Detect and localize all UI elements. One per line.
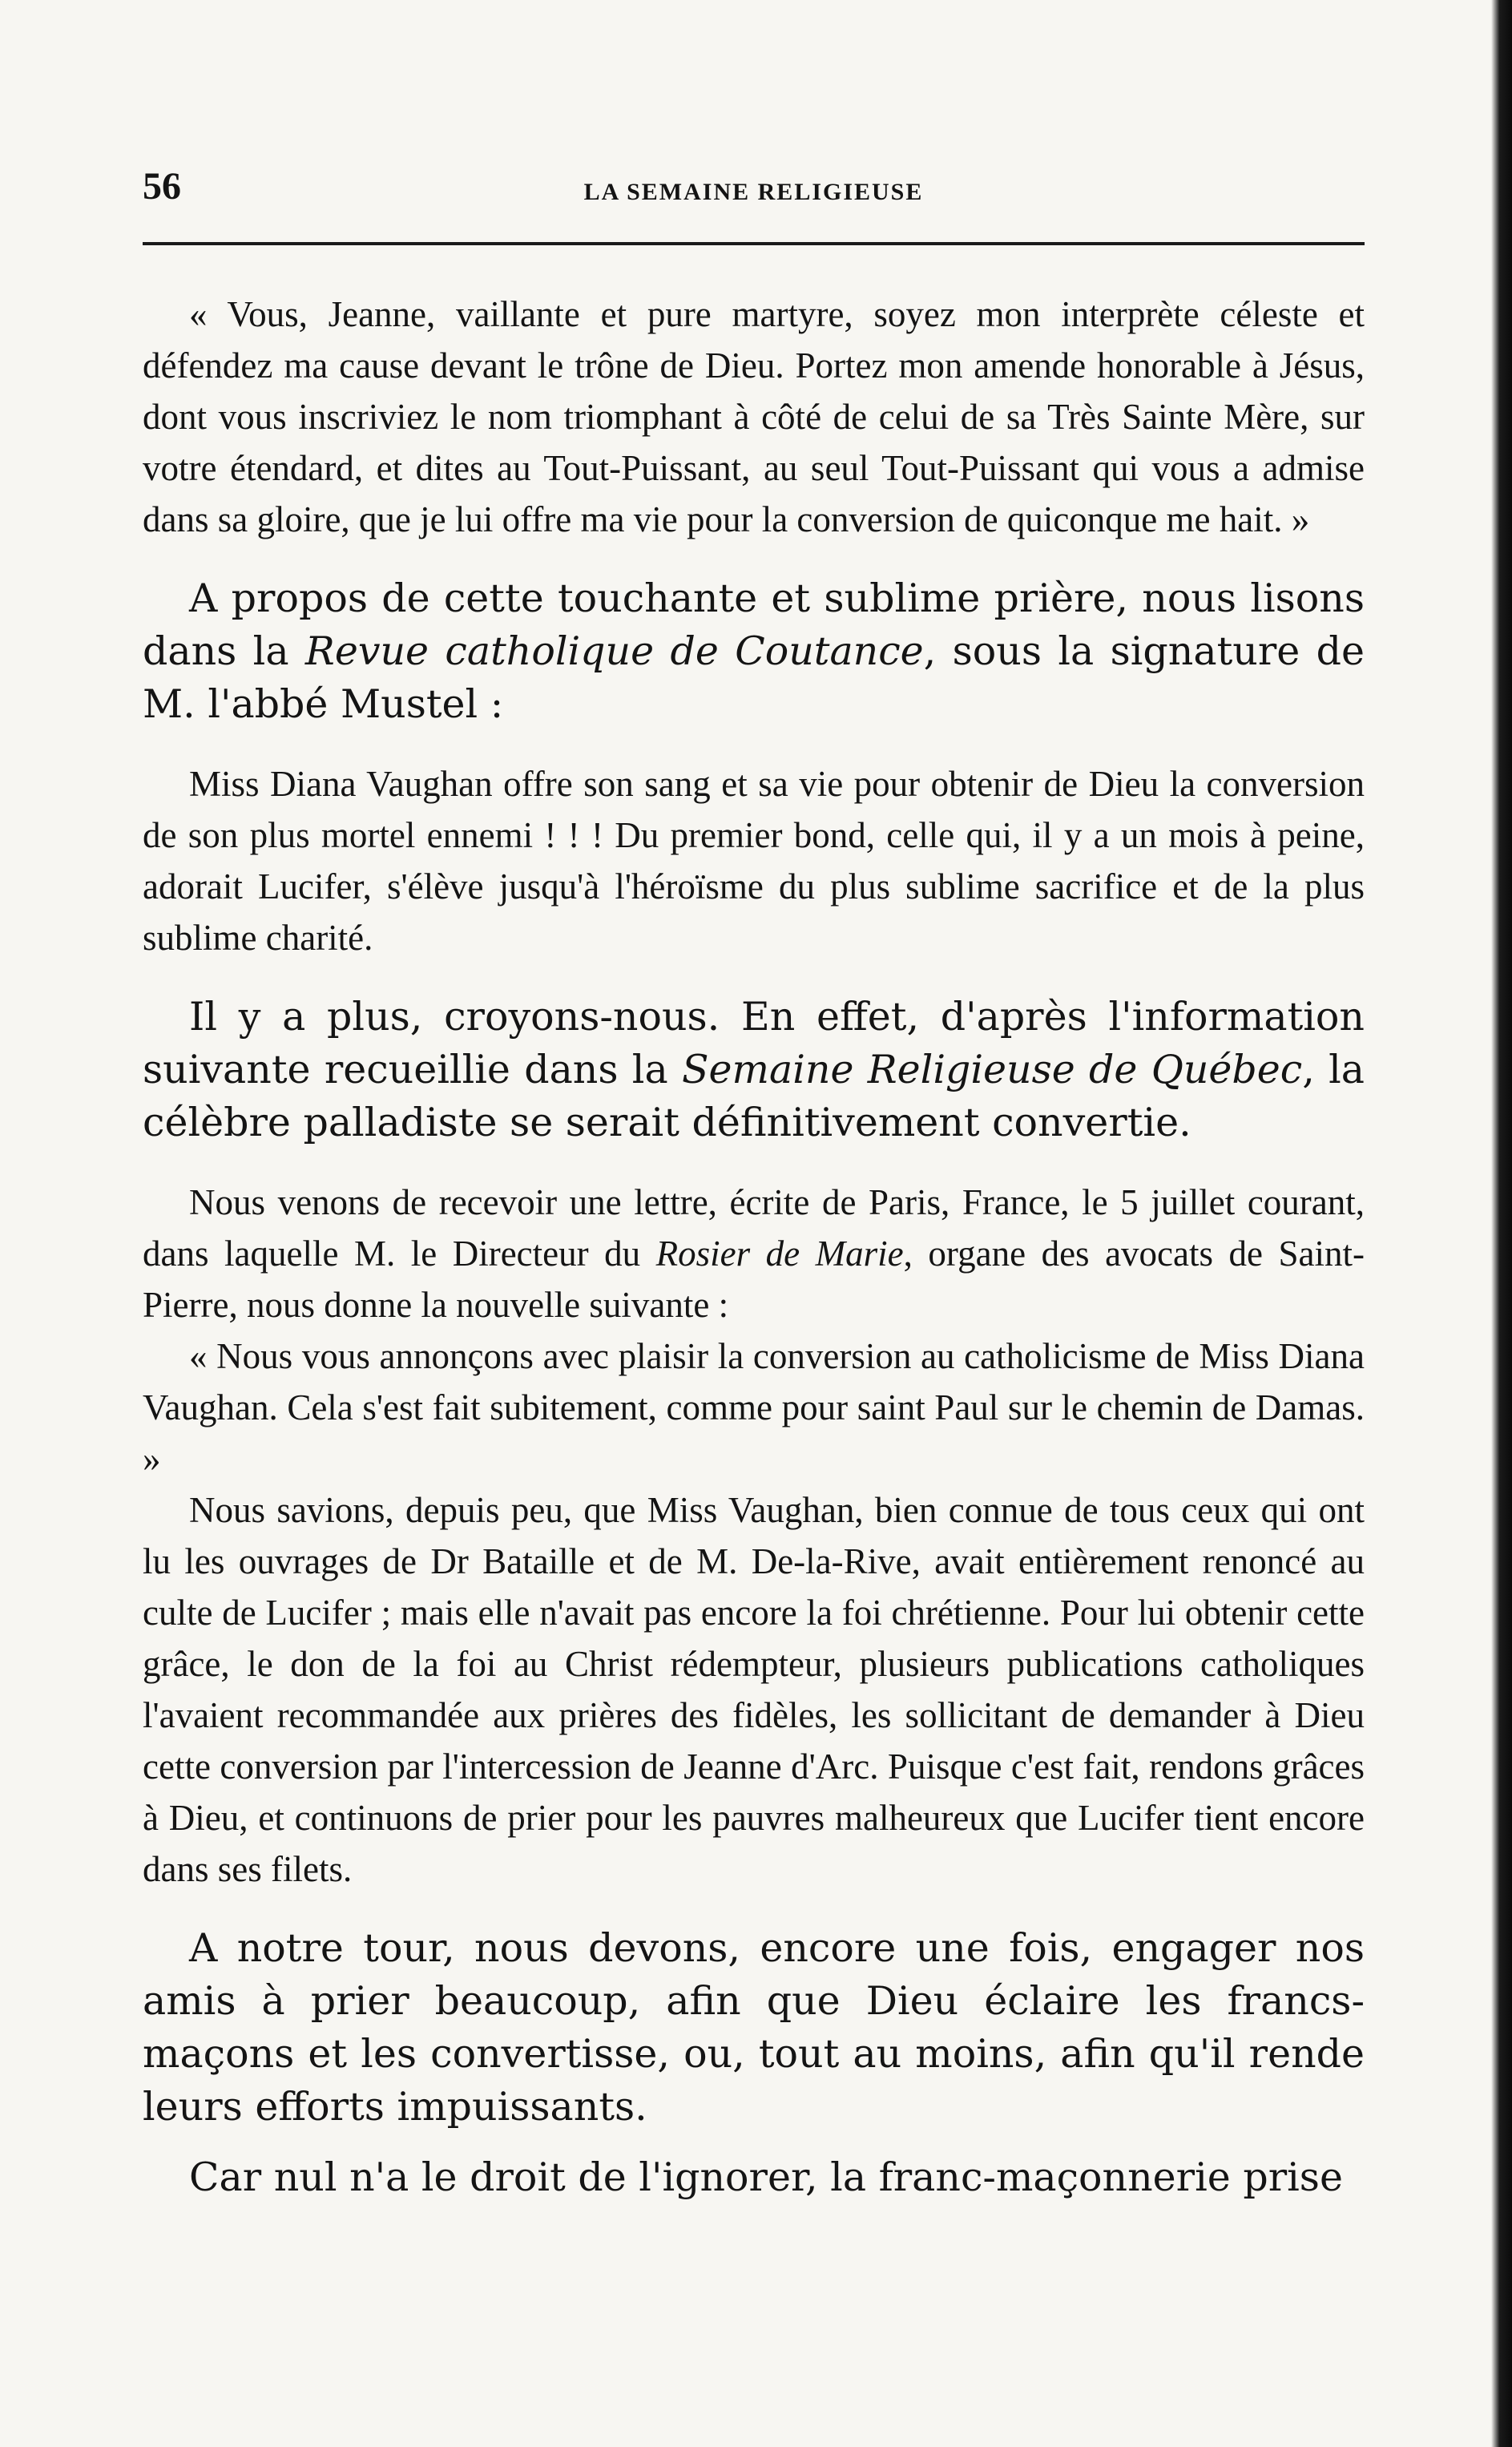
- prayer-quote-paragraph: « Vous, Jeanne, vaillante et pure martyre, soyez mon interprète céleste et défendez ma cause devant le trône de Dieu. Portez mon amende honorable à Jésus, dont vous inscriviez le nom triomphant à côté de celui de sa Très Sainte Mère, sur votre étendard, et dites au Tout-Puissant, au seul Tout-Puissant qui vous a admise dans sa gloire, que je lui offre ma vie pour la conversion de quiconque me hait. »: [143, 294, 1365, 539]
- text-run: , sous la signature de M. l'abbé Mustel :: [143, 628, 1365, 727]
- quebec-paragraph: [143, 991, 1365, 1149]
- text-run: A propos de cette touchante et sublime prière, nous lisons dans la: [143, 575, 1365, 674]
- text-run: , la célèbre palladiste se serait définitivement convertie.: [143, 1047, 1365, 1145]
- publication-title: Semaine Religieuse de Québec: [681, 1047, 1303, 1092]
- text-run: , organe des avocats de Saint-Pierre, nous donne la nouvelle suivante :: [143, 1234, 1365, 1325]
- publication-title: Revue catholique de Coutance: [304, 628, 924, 674]
- text-run: Il y a plus, croyons-nous. En effet, d'après l'information suivante recueillie dans la: [143, 994, 1365, 1092]
- conversion-announcement-paragraph: « Nous vous annonçons avec plaisir la conversion au catholicisme de Miss Diana Vaughan. Cela s'est fait subitement, comme pour saint Paul sur le chemin de Damas. »: [143, 1336, 1365, 1479]
- running-title: LA SEMAINE RELIGIEUSE: [583, 179, 924, 205]
- mustel-quote-paragraph: Miss Diana Vaughan offre son sang et sa vie pour obtenir de Dieu la conversion de son plus mortel ennemi ! ! ! Du premier bond, celle qui, il y a un mois à peine, adorait Lucifer, s'élève jusqu'à l'héroïsme du plus sublime sacrifice et de la plus sublime charité.: [143, 764, 1365, 958]
- text-run: Nous venons de recevoir une lettre, écrite de Paris, France, le 5 juillet courant, dans laquelle M. le Directeur du: [143, 1182, 1365, 1274]
- closing-line-paragraph: Car nul n'a le droit de l'ignorer, la franc-maçonnerie prise: [189, 2154, 1343, 2200]
- header-rule: [143, 242, 1365, 245]
- exhortation-paragraph: A notre tour, nous devons, encore une fois, engager nos amis à prier beaucoup, afin que Dieu éclaire les francs-maçons et les convertisse, ou, tout au moins, afin qu'il rende leurs efforts impuissants.: [143, 1925, 1365, 2130]
- letter-paragraph: [143, 1177, 1365, 1331]
- vaughan-background-paragraph: Nous savions, depuis peu, que Miss Vaughan, bien connue de tous ceux qui ont lu les ouvrages de Dr Bataille et de M. De-la-Rive, avait entièrement renoncé au culte de Lucifer ; mais elle n'avait pas encore la foi chrétienne. Pour lui obtenir cette grâce, le don de la foi au Christ rédempteur, plusieurs publications catholiques l'avaient recommandée aux prières des fidèles, les sollicitant de demander à Dieu cette conversion par l'intercession de Jeanne d'Arc. Puisque c'est fait, rendons grâces à Dieu, et continuons de prier pour les pauvres malheureux que Lucifer tient encore dans ses filets.: [143, 1490, 1365, 1889]
- page-body: [143, 289, 1365, 2204]
- page-header: [143, 164, 1365, 212]
- page-number: 56: [143, 165, 181, 208]
- revue-catholique-paragraph: [143, 572, 1365, 731]
- page-edge-shadow: [1491, 0, 1512, 2447]
- publication-title: Rosier de Marie: [655, 1234, 904, 1274]
